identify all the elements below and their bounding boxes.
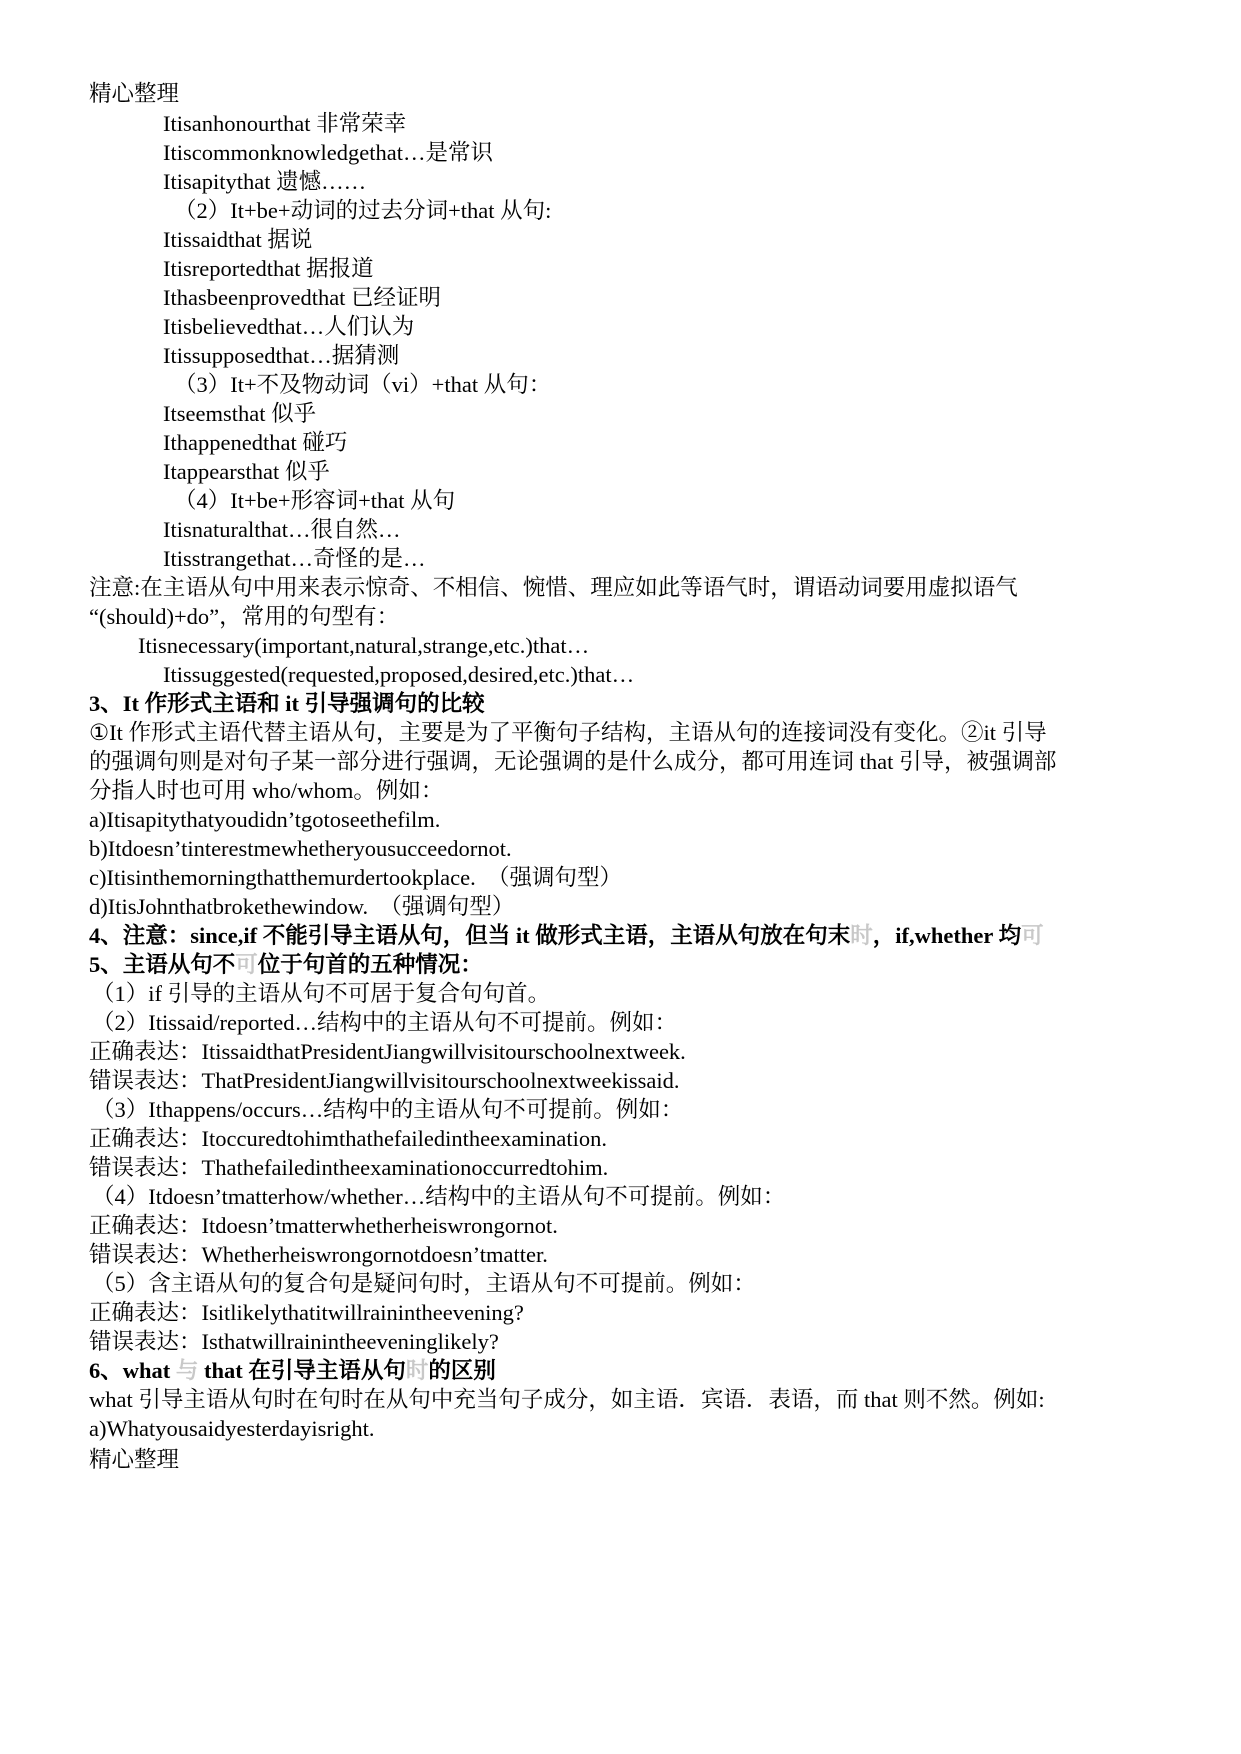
example-line: a)Whatyousaidyesterdayisright. — [89, 1416, 375, 1441]
heading-text: 5、主语从句不 — [89, 952, 236, 977]
correct-example: 正确表达：Isitlikelythatitwillrainintheevening? — [89, 1300, 524, 1325]
list-item: Itisreportedthat 据报道 — [163, 256, 374, 281]
list-item: Ithasbeenprovedthat 已经证明 — [163, 285, 442, 310]
list-item: Itisstrangethat…奇怪的是… — [163, 546, 426, 571]
example-line: b)Itdoesn’tinterestmewhetheryousucceedornot. — [89, 836, 512, 861]
body-paragraph: 的强调句则是对句子某一部分进行强调，无论强调的是什么成分，都可用连词 that 引导，被强调部 — [89, 749, 1057, 774]
heading-text-faint: 可 — [235, 952, 258, 977]
wrong-example: 错误表达：ThatPresidentJiangwillvisitourschoolnextweekissaid. — [89, 1068, 680, 1093]
heading-text: 的区别 — [428, 1358, 496, 1383]
section-heading-4 — [89, 921, 1044, 951]
section-heading-3: 3、It 作形式主语和 it 引导强调句的比较 — [89, 691, 485, 716]
note-paragraph: 注意:在主语从句中用来表示惊奇、不相信、惋惜、理应如此等语气时，谓语动词要用虚拟语气 — [89, 575, 1018, 600]
page-watermark-top: 精心整理 — [89, 81, 180, 106]
subheading: （2）It+be+动词的过去分词+that 从句: — [174, 198, 552, 223]
subheading: （1）if 引导的主语从句不可居于复合句句首。 — [92, 981, 551, 1006]
list-item: Itisanhonourthat 非常荣幸 — [163, 111, 407, 136]
list-item: Itiscommonknowledgethat…是常识 — [163, 140, 493, 165]
list-item: Itissaidthat 据说 — [163, 227, 313, 252]
wrong-example: 错误表达：Whetherheiswrongornotdoesn’tmatter. — [89, 1242, 548, 1267]
list-item: Itseemsthat 似乎 — [163, 401, 317, 426]
subheading: （3）It+不及物动词（vi）+that 从句： — [174, 372, 552, 397]
body-paragraph: what 引导主语从句时在句时在从句中充当句子成分，如主语．宾语．表语，而 that 则不然。例如: — [89, 1387, 1045, 1412]
wrong-example: 错误表达：Thathefailedintheexaminationoccurredtohim. — [89, 1155, 609, 1180]
heading-text-faint: 时 — [850, 923, 873, 948]
list-item: Ithappenedthat 碰巧 — [163, 430, 348, 455]
subheading: （5）含主语从句的复合句是疑问句时，主语从句不可提前。例如： — [92, 1271, 756, 1296]
list-item: Itisnaturalthat…很自然… — [163, 517, 401, 542]
correct-example: 正确表达：Itdoesn’tmatterwhetherheiswrongornot. — [89, 1213, 558, 1238]
pattern-line: Itisnecessary(important,natural,strange,etc.)that… — [138, 633, 590, 658]
pattern-line: Itissuggested(requested,proposed,desired,etc.)that… — [163, 662, 635, 687]
heading-text: 位于句首的五种情况： — [257, 952, 483, 977]
section-heading-6 — [89, 1356, 496, 1386]
heading-text-faint: 与 — [175, 1358, 199, 1383]
heading-text: 4、注意：since,if 不能引导主语从句，但当 it 做形式主语，主语从句放在句末 — [89, 923, 851, 948]
correct-example: 正确表达：ItissaidthatPresidentJiangwillvisitourschoolnextweek. — [89, 1039, 686, 1064]
subheading: （4）Itdoesn’tmatterhow/whether…结构中的主语从句不可提前。例如： — [92, 1184, 786, 1209]
heading-text: that 在引导主语从句 — [198, 1358, 406, 1383]
page-watermark-bottom: 精心整理 — [89, 1447, 180, 1472]
list-item: Itappearsthat 似乎 — [163, 459, 330, 484]
list-item: Itissupposedthat…据猜测 — [163, 343, 400, 368]
body-paragraph: ①It 作形式主语代替主语从句，主要是为了平衡句子结构，主语从句的连接词没有变化。②it 引导 — [89, 720, 1047, 745]
heading-text-faint: 时 — [405, 1358, 429, 1383]
body-paragraph: 分指人时也可用 who/whom。例如： — [89, 778, 444, 803]
subheading: （3）Ithappens/occurs…结构中的主语从句不可提前。例如： — [92, 1097, 684, 1122]
section-heading-5 — [89, 950, 483, 980]
example-line: a)Itisapitythatyoudidn’tgotoseethefilm. — [89, 807, 441, 832]
wrong-example: 错误表达：Isthatwillrainintheeveninglikely? — [89, 1329, 499, 1354]
example-line: c)Itisinthemorningthatthemurdertookplace. （强调句型） — [89, 865, 623, 890]
list-item: Itisbelievedthat…人们认为 — [163, 314, 415, 339]
example-line: d)ItisJohnthatbrokethewindow. （强调句型） — [89, 894, 515, 919]
subheading: （4）It+be+形容词+that 从句 — [174, 488, 456, 513]
correct-example: 正确表达：Itoccuredtohimthathefailedintheexamination. — [89, 1126, 607, 1151]
heading-text: ，if,whether 均 — [872, 923, 1022, 948]
note-paragraph: “(should)+do”，常用的句型有： — [89, 604, 400, 629]
heading-text-faint: 可 — [1021, 923, 1044, 948]
subheading: （2）Itissaid/reported…结构中的主语从句不可提前。例如： — [92, 1010, 677, 1035]
heading-text: 6、what — [89, 1358, 176, 1383]
list-item: Itisapitythat 遗憾…… — [163, 169, 367, 194]
